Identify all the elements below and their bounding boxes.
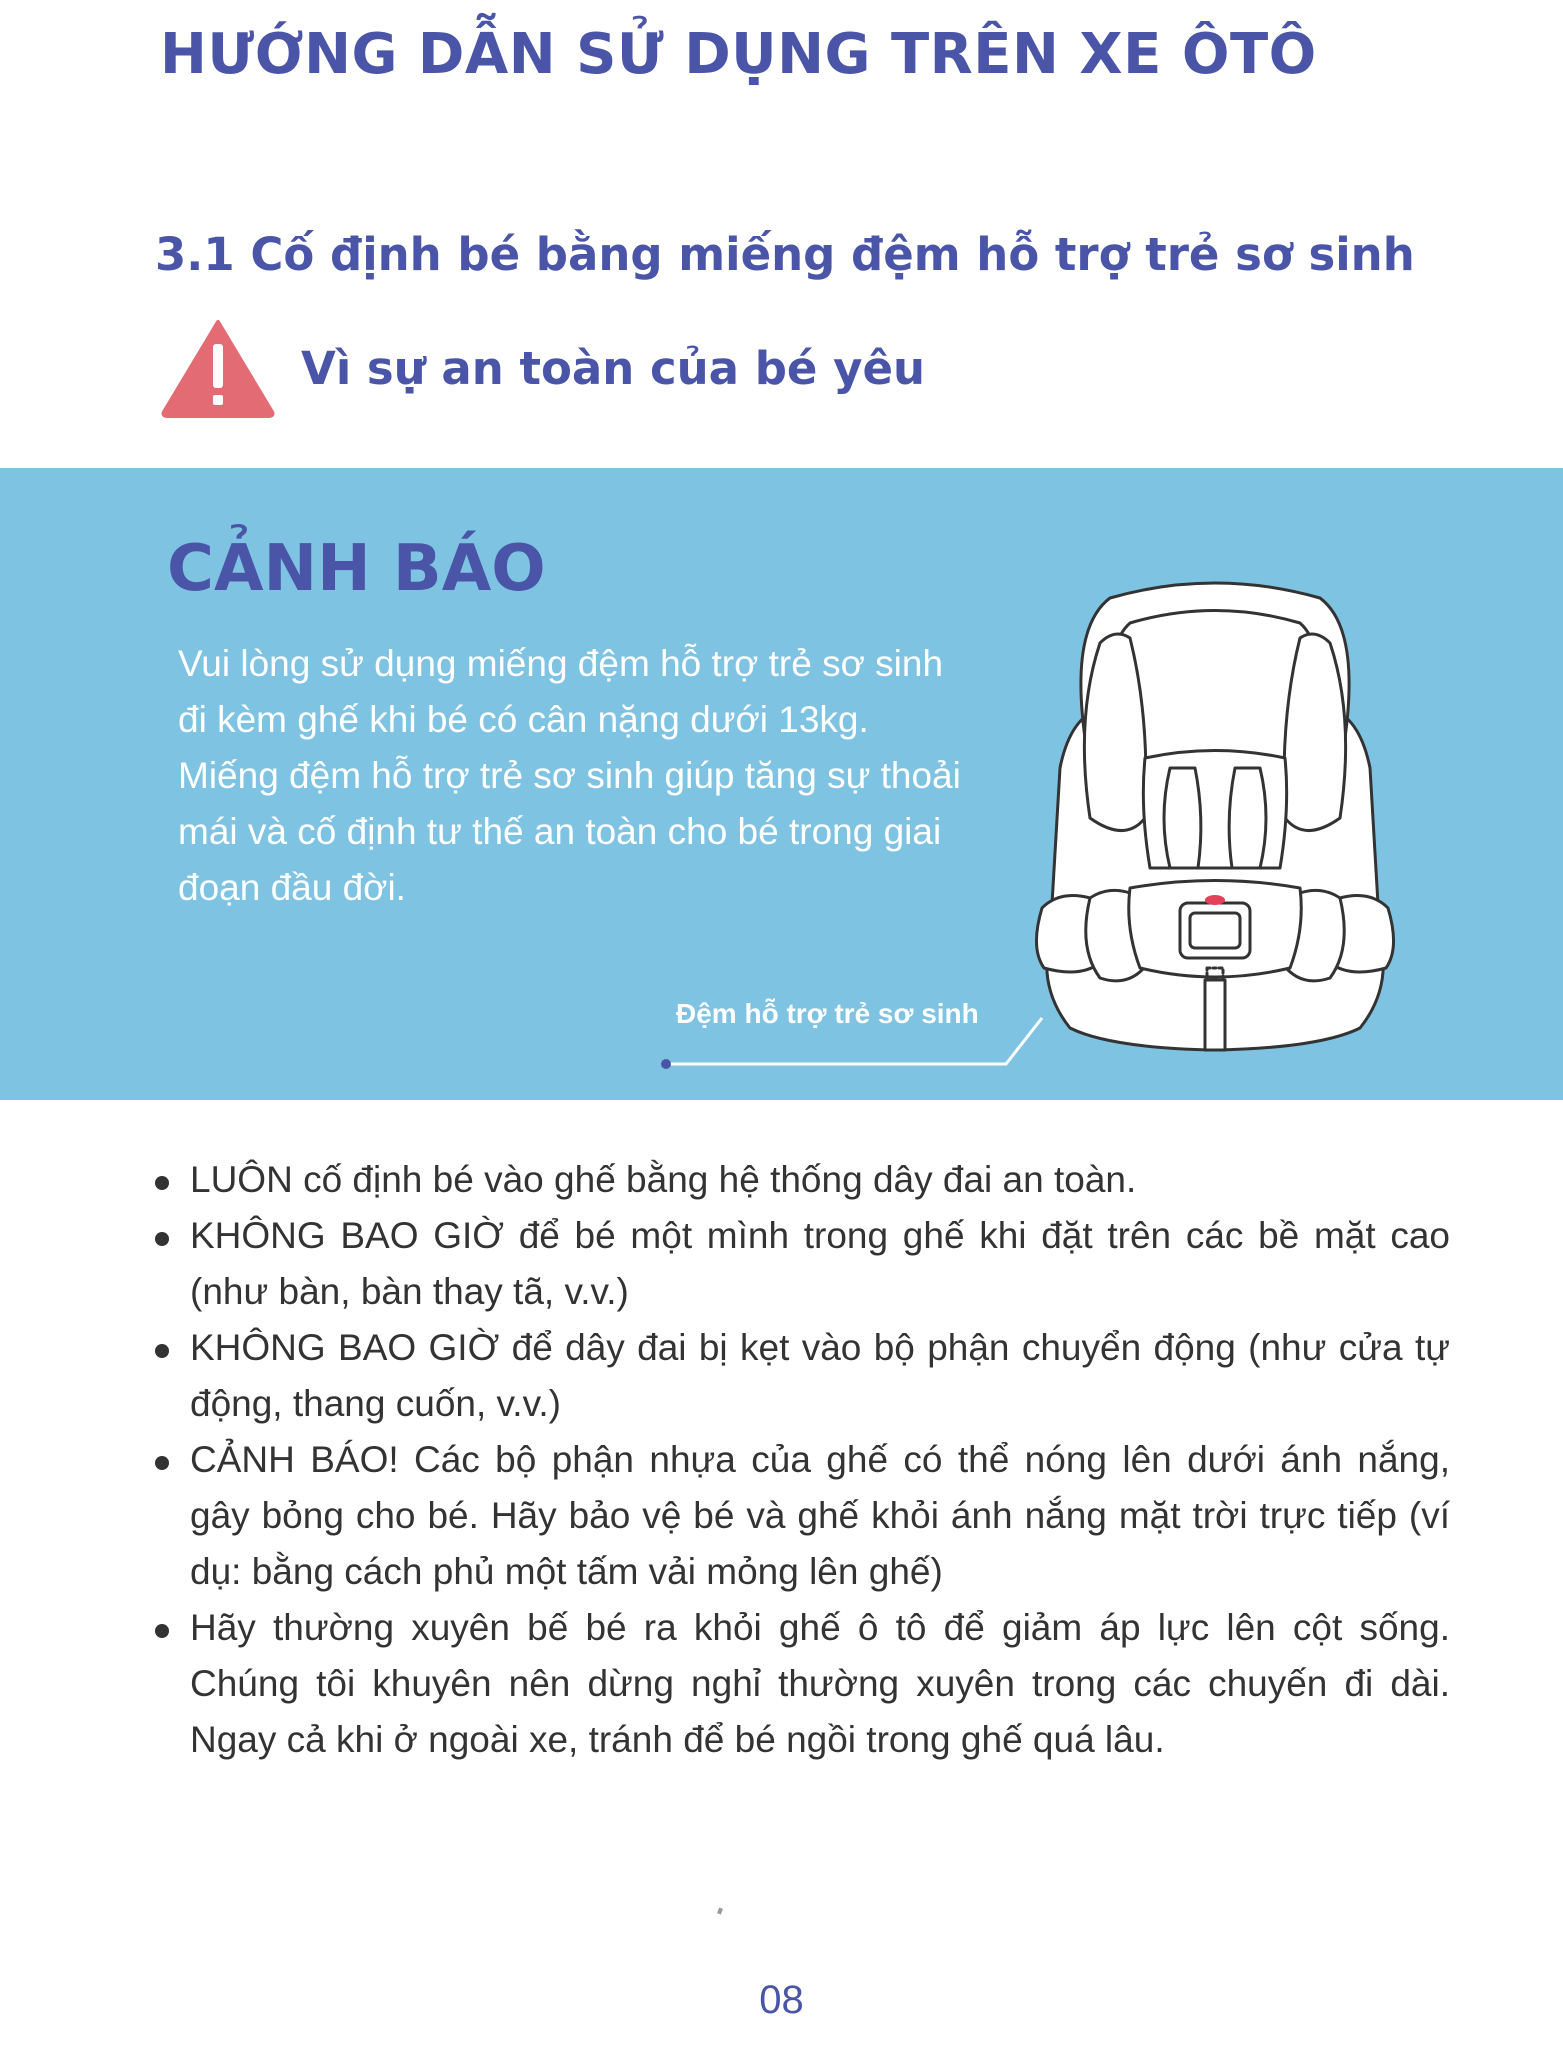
bullet-dot — [155, 1624, 169, 1638]
rule-line: KHÔNG BAO GIỜ để bé một mình trong ghế khi đặt trên các bề mặt cao — [190, 1215, 1450, 1256]
list-item — [150, 1320, 1450, 1432]
rule-line: Ngay cả khi ở ngoài xe, tránh để bé ngồi trong ghế quá lâu. — [190, 1719, 1165, 1760]
page-heading: HƯỚNG DẪN SỬ DỤNG TRÊN XE ÔTÔ — [160, 22, 1317, 87]
safety-label: Vì sự an toàn của bé yêu — [301, 341, 926, 395]
rule-line: Hãy thường xuyên bế bé ra khỏi ghế ô tô để giảm áp lực lên cột sống. — [190, 1607, 1450, 1648]
bullet-dot — [155, 1344, 169, 1358]
safety-rules-list — [150, 1152, 1450, 1768]
warning-line: đoạn đầu đời. — [178, 867, 406, 908]
rule-line: Chúng tôi khuyên nên dừng nghỉ thường xuyên trong các chuyến đi dài. — [190, 1663, 1450, 1704]
warning-box — [0, 468, 1563, 1100]
rule-line: LUÔN cố định bé vào ghế bằng hệ thống dây đai an toàn. — [190, 1159, 1137, 1200]
list-item — [150, 1208, 1450, 1320]
warning-line: Vui lòng sử dụng miếng đệm hỗ trợ trẻ sơ sinh — [178, 643, 944, 684]
bullet-dot — [155, 1176, 169, 1190]
safety-notice — [160, 318, 925, 418]
list-item — [150, 1600, 1450, 1768]
bullet-dot — [155, 1232, 169, 1246]
stray-mark — [717, 1907, 723, 1914]
rule-line: KHÔNG BAO GIỜ để dây đai bị kẹt vào bộ phận chuyển động (như cửa tự — [190, 1327, 1450, 1368]
warning-text — [178, 636, 1018, 916]
infant-cushion-label: Đệm hỗ trợ trẻ sơ sinh — [676, 998, 979, 1029]
warning-line: đi kèm ghế khi bé có cân nặng dưới 13kg. — [178, 699, 869, 740]
warning-line: Miếng đệm hỗ trợ trẻ sơ sinh giúp tăng sự thoải — [178, 755, 961, 796]
warning-title: CẢNH BÁO — [167, 532, 546, 606]
car-seat-illustration — [1030, 568, 1400, 1068]
list-item — [150, 1152, 1450, 1208]
bullet-dot — [155, 1456, 169, 1470]
rule-line: (như bàn, bàn thay tã, v.v.) — [190, 1271, 629, 1312]
rule-line: CẢNH BÁO! Các bộ phận nhựa của ghế có thể nóng lên dưới ánh nắng, — [190, 1439, 1450, 1480]
list-item — [150, 1432, 1450, 1600]
rule-line: dụ: bằng cách phủ một tấm vải mỏng lên ghế) — [190, 1551, 943, 1592]
section-title: 3.1 Cố định bé bằng miếng đệm hỗ trợ trẻ sơ sinh — [155, 228, 1415, 281]
page-number: 08 — [759, 1978, 804, 2022]
rule-line: gây bỏng cho bé. Hãy bảo vệ bé và ghế khỏi ánh nắng mặt trời trực tiếp (ví — [190, 1495, 1450, 1536]
warning-line: mái và cố định tư thế an toàn cho bé trong giai — [178, 811, 942, 852]
warning-triangle-icon — [160, 318, 276, 418]
rule-line: động, thang cuốn, v.v.) — [190, 1383, 561, 1424]
